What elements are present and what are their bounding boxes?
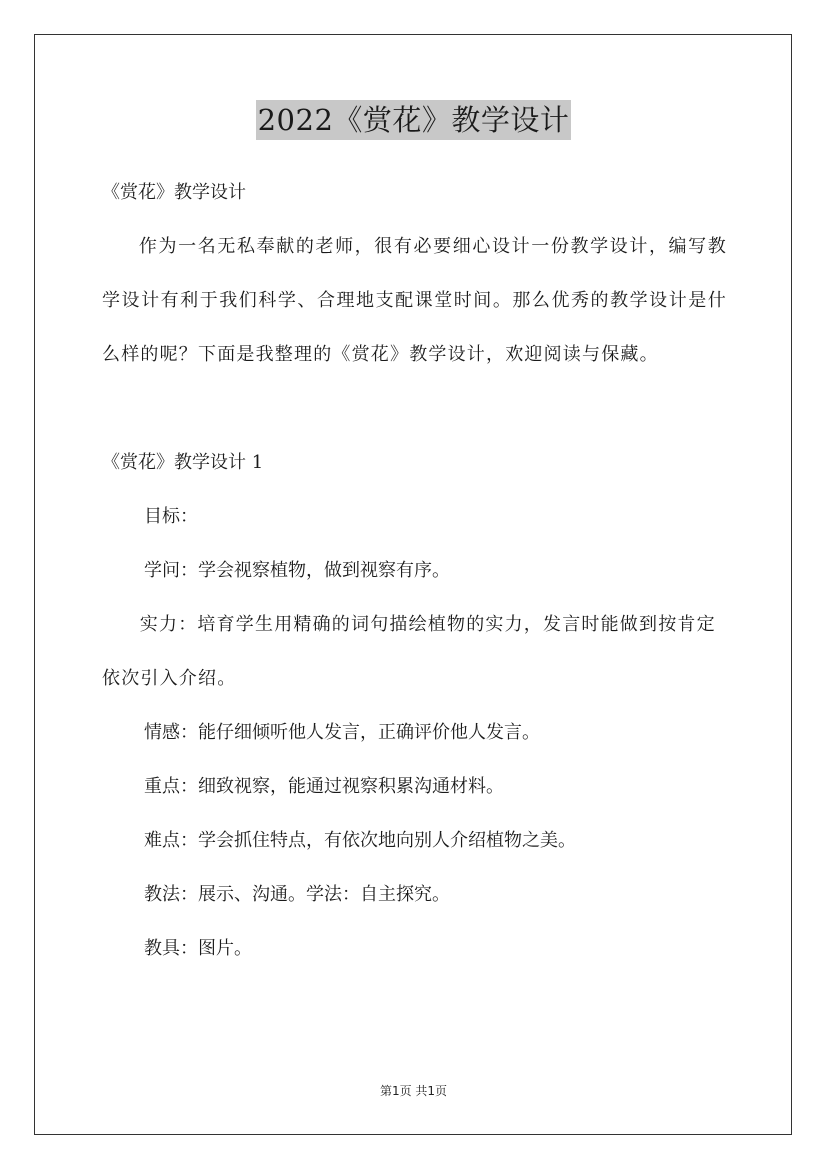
title-container	[0, 100, 827, 140]
tools-item: 教具：图片。	[144, 938, 252, 959]
goal-label: 目标：	[144, 506, 198, 527]
ability-item: 实力：培育学生用精确的词句描绘植物的实力，发言时能做到按肯定依次引入介绍。	[102, 614, 716, 689]
document-body	[102, 166, 727, 976]
difficulty-item: 难点：学会抓住特点，有依次地向别人介绍植物之美。	[144, 830, 576, 851]
section-heading: 《赏花》教学设计 1	[102, 452, 264, 473]
emotion-item: 情感：能仔细倾听他人发言，正确评价他人发言。	[144, 722, 540, 743]
page-footer: 第1页 共1页	[379, 1084, 448, 1098]
intro-paragraph: 作为一名无私奉献的老师，很有必要细心设计一份教学设计，编写教学设计有利于我们科学、合理地支配课堂时间。那么优秀的教学设计是什么样的呢？下面是我整理的《赏花》教学设计，欢迎阅读与保藏。	[102, 236, 727, 365]
blank-line	[102, 382, 727, 436]
knowledge-item: 学问：学会视察植物，做到视察有序。	[144, 560, 450, 581]
document-subtitle: 《赏花》教学设计	[102, 182, 246, 203]
method-item: 教法：展示、沟通。学法：自主探究。	[144, 884, 450, 905]
key-point-item: 重点：细致视察，能通过视察积累沟通材料。	[144, 776, 504, 797]
document-title: 2022《赏花》教学设计	[256, 100, 572, 140]
